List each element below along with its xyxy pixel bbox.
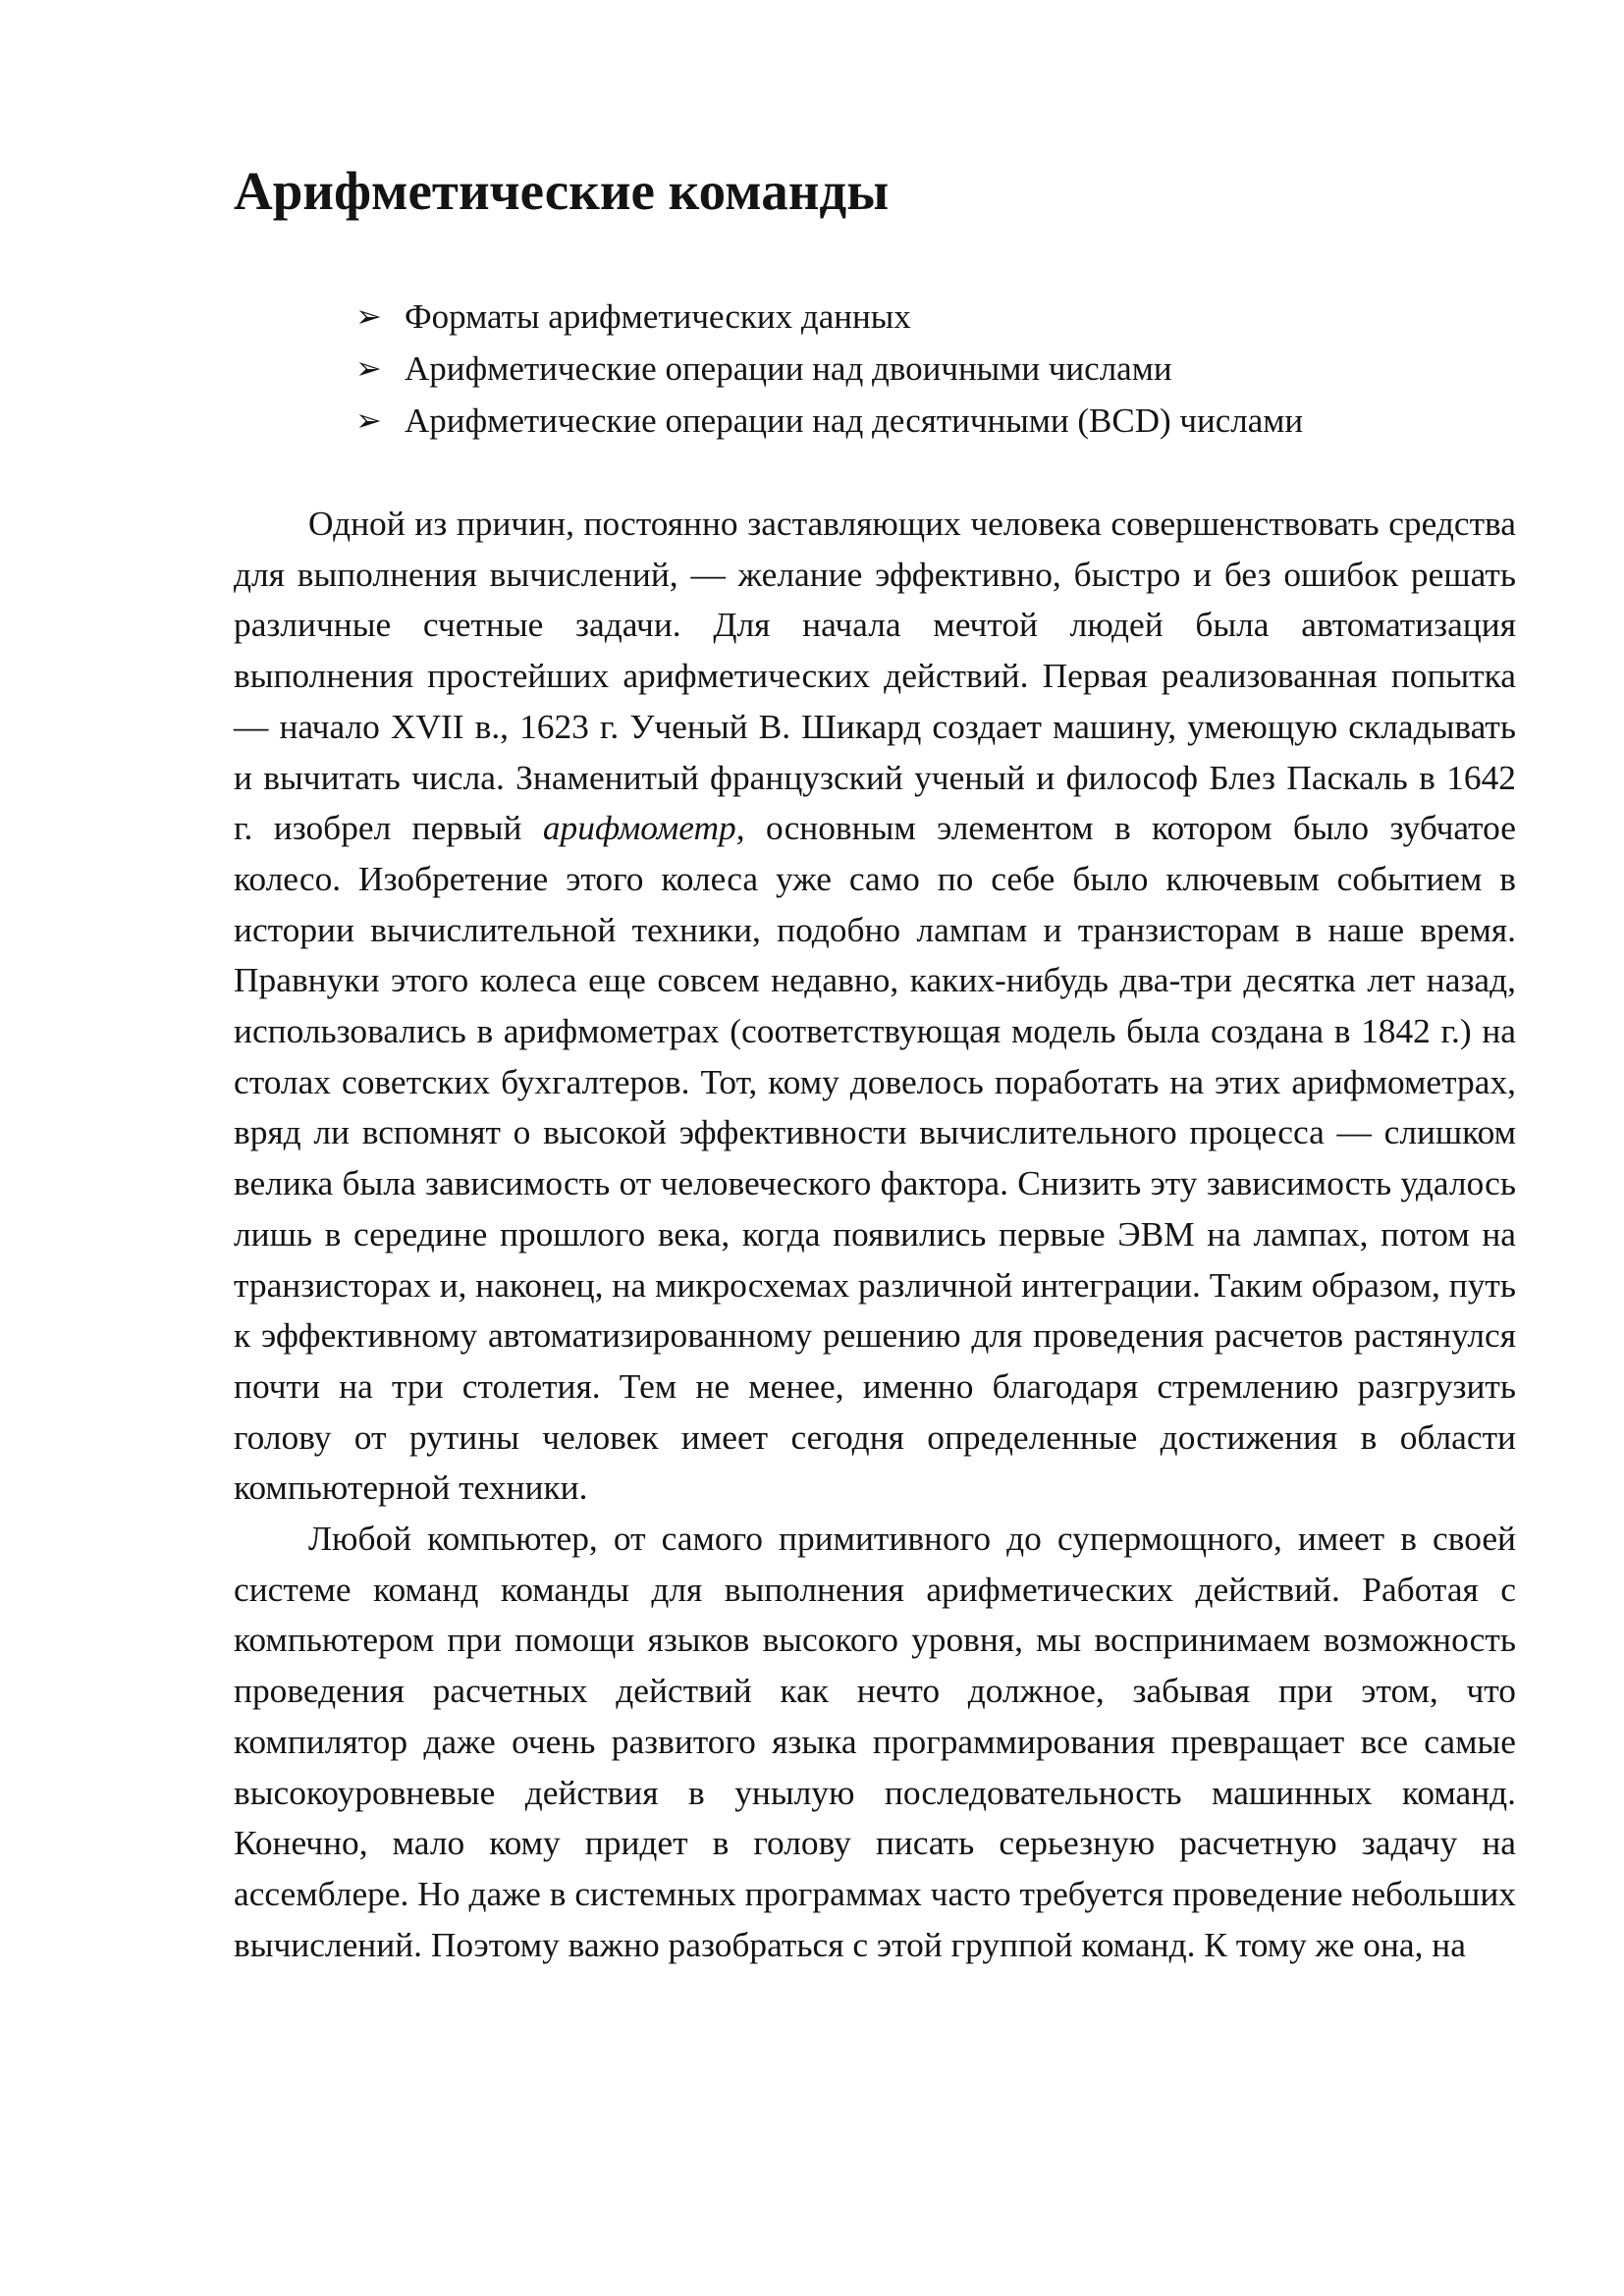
- paragraph-history-text-start: Одной из причин, постоянно заставляющих человека совершенствовать средства для выполнения вычислений, — желание эффективно, быстро и без ошибок решать различные счетные задачи. Для начала мечтой людей была автоматизация выполнения простейших арифметических действий. Первая реализованная попытка — начало XVII в., 1623 г. Ученый В. Шикард создает машину, умеющую складывать и вычитать числа. Знаменитый французский ученый и философ Блез Паскаль в 1642 г. изобрел первый: [234, 504, 1516, 848]
- arrow-bullet-icon: ➢: [355, 349, 382, 387]
- topic-item: [355, 343, 1303, 395]
- body-text: [234, 499, 1516, 1970]
- topic-item: [355, 395, 1303, 447]
- page-title: Арифметические команды: [234, 161, 890, 221]
- italic-term: арифмометр,: [542, 808, 745, 848]
- topic-text: Форматы арифметических данных: [405, 297, 911, 336]
- paragraph-history-text-end: основным элементом в котором было зубчатое колесо. Изобретение этого колеса уже само по себе было ключевым событием в истории вычислительной техники, подобно лампам и транзисторам в наше время. Правнуки этого колеса еще совсем недавно, каких-нибудь два-три десятка лет назад, использовались в арифмометрах (соответствующая модель была создана в 1842 г.) на столах советских бухгалтеров. Тот, кому довелось поработать на этих арифмометрах, вряд ли вспомнят о высокой эффективности вычислительного процесса — слишком велика была зависимость от человеческого фактора. Снизить эту зависимость удалось лишь в середине прошлого века, когда появились первые ЭВМ на лампах, потом на транзисторах и, наконец, на микросхемах различной интеграции. Таким образом, путь к эффективному автоматизированному решению для проведения расчетов растянулся почти на три столетия. Тем не менее, именно благодаря стремлению разгрузить голову от рутины человек имеет сегодня определенные достижения в области компьютерной техники.: [234, 808, 1516, 1508]
- topic-list: [355, 291, 1303, 447]
- paragraph-history: [234, 499, 1516, 1514]
- arrow-bullet-icon: ➢: [355, 401, 382, 439]
- topic-text: Арифметические операции над десятичными (BCD) числами: [405, 401, 1304, 440]
- topic-item: [355, 291, 1303, 343]
- topic-text: Арифметические операции над двоичными числами: [405, 349, 1172, 388]
- arrow-bullet-icon: ➢: [355, 297, 382, 335]
- paragraph-computers: Любой компьютер, от самого примитивного до супермощного, имеет в своей системе команд команды для выполнения арифметических действий. Работая с компьютером при помощи языков высокого уровня, мы воспринимаем возможность проведения расчетных действий как нечто должное, забывая при этом, что компилятор даже очень развитого языка программирования превращает все самые высокоуровневые действия в унылую последовательность машинных команд. Конечно, мало кому придет в голову писать серьезную расчетную задачу на ассемблере. Но даже в системных программах часто требуется проведение небольших вычислений. Поэтому важно разобраться с этой группой команд. К тому же она, на: [234, 1519, 1516, 1964]
